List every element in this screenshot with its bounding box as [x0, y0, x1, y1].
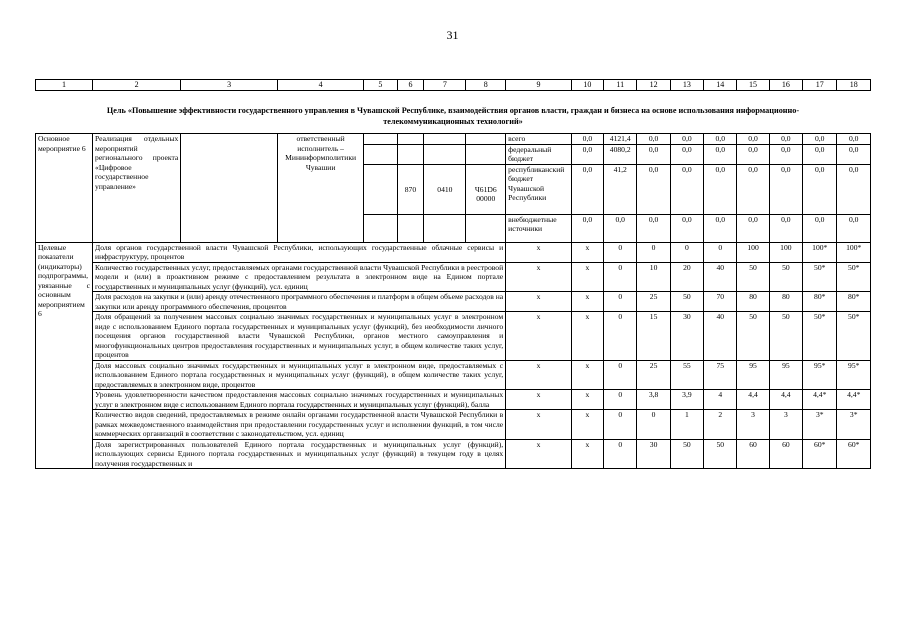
indicator-value: 80* [803, 292, 837, 312]
indicator-value: 25 [637, 360, 670, 390]
indicator-value: 3,8 [637, 390, 670, 410]
empty-cell [424, 134, 466, 145]
indicator-row [36, 390, 871, 410]
column-number: 10 [571, 80, 603, 91]
indicator-value: x [571, 360, 603, 390]
indicator-value: 50 [670, 292, 703, 312]
column-number: 16 [769, 80, 802, 91]
goal-row [36, 91, 871, 134]
funding-value: 0,0 [769, 134, 802, 145]
indicator-name: Количество государственных услуг, предоставляемых органами государственной власти Чувашской Республики в реестровой модели и (или) в проактивном режиме с предоставлением результата в электронном виде на Едином портале государственных и муниципальных услуг (функций), усл. единиц [93, 262, 506, 292]
indicator-value: 1 [670, 410, 703, 440]
indicator-value: x [571, 262, 603, 292]
indicator-value: 3 [737, 410, 769, 440]
funding-value: 0,0 [837, 164, 871, 214]
indicator-value: 40 [704, 262, 737, 292]
indicator-value: 3,9 [670, 390, 703, 410]
indicator-value: x [506, 390, 572, 410]
funding-value: 0,0 [670, 164, 703, 214]
indicator-value: x [506, 410, 572, 440]
indicator-row [36, 292, 871, 312]
empty-cell [424, 144, 466, 164]
indicator-value: x [571, 292, 603, 312]
column-number: 4 [278, 80, 364, 91]
funding-value: 0,0 [637, 214, 670, 242]
funding-row [36, 134, 871, 145]
indicator-value: 0 [604, 262, 637, 292]
indicator-value: 50 [737, 262, 769, 292]
indicator-row [36, 410, 871, 440]
indicator-value: 60* [837, 439, 871, 469]
indicator-value: 50 [670, 439, 703, 469]
indicator-value: x [506, 262, 572, 292]
funding-value: 0,0 [571, 164, 603, 214]
funding-source: федеральный бюджет [506, 144, 572, 164]
column-number: 1 [36, 80, 93, 91]
empty-cell [466, 144, 506, 164]
indicator-value: 100* [837, 242, 871, 262]
funding-value: 0,0 [769, 214, 802, 242]
empty-cell [466, 134, 506, 145]
indicator-value: 0 [604, 242, 637, 262]
indicator-name: Количество видов сведений, предоставляемых в режиме онлайн органами государственной власти Чувашской Республики в рамках межведомственного взаимодействия при предоставлении государственных услуг и исполнении функций, в том числе коммерческих организаций в соответствии с законодательством, усл. единиц [93, 410, 506, 440]
indicator-row [36, 242, 871, 262]
indicator-value: 4,4* [803, 390, 837, 410]
indicator-value: x [506, 242, 572, 262]
indicator-value: 95* [837, 360, 871, 390]
column-number: 18 [837, 80, 871, 91]
column-number: 15 [737, 80, 769, 91]
indicator-value: x [571, 390, 603, 410]
indicator-name: Доля зарегистрированных пользователей Единого портала государственных и муниципальных услуг (функций), использующих сервисы Единого портала государственных и муниципальных услуг (функций) в текущем году в целях получения государственных и [93, 439, 506, 469]
funding-value: 0,0 [737, 214, 769, 242]
main-event-name: Реализация отдельных мероприятий регионального проекта «Цифровое государственное управление» [93, 134, 181, 243]
funding-value: 0,0 [604, 214, 637, 242]
indicator-value: 50* [837, 312, 871, 361]
funding-value: 0,0 [637, 134, 670, 145]
empty-cell [364, 144, 397, 164]
indicator-row [36, 360, 871, 390]
column-number: 2 [93, 80, 181, 91]
empty-cell [397, 214, 424, 242]
indicator-value: 75 [704, 360, 737, 390]
indicator-name: Доля органов государственной власти Чувашской Республики, использующих государственные облачные сервисы и инфраструктуру, процентов [93, 242, 506, 262]
funding-value: 0,0 [837, 134, 871, 145]
indicator-value: 0 [704, 242, 737, 262]
empty-cell [466, 214, 506, 242]
main-event-label: Основное мероприятие 6 [36, 134, 93, 243]
funding-value: 0,0 [769, 164, 802, 214]
funding-value: 0,0 [704, 144, 737, 164]
indicator-value: 100* [803, 242, 837, 262]
funding-value: 0,0 [637, 164, 670, 214]
indicator-value: 3* [803, 410, 837, 440]
funding-value: 0,0 [670, 134, 703, 145]
code-rz: 0410 [424, 164, 466, 214]
empty-cell [397, 144, 424, 164]
funding-value: 0,0 [803, 164, 837, 214]
indicator-value: 95 [769, 360, 802, 390]
empty-cell [181, 134, 278, 243]
indicator-value: 30 [637, 439, 670, 469]
funding-value: 0,0 [837, 144, 871, 164]
indicator-value: 50* [803, 262, 837, 292]
column-number: 5 [364, 80, 397, 91]
indicator-value: 0 [604, 360, 637, 390]
indicator-value: 60 [737, 439, 769, 469]
indicator-value: 4 [704, 390, 737, 410]
funding-value: 0,0 [803, 214, 837, 242]
funding-value: 0,0 [571, 144, 603, 164]
indicator-value: x [571, 242, 603, 262]
funding-value: 0,0 [837, 214, 871, 242]
funding-source: внебюджетные источники [506, 214, 572, 242]
funding-value: 0,0 [571, 134, 603, 145]
indicator-value: 0 [604, 439, 637, 469]
indicator-value: 4,4 [737, 390, 769, 410]
funding-value: 0,0 [704, 134, 737, 145]
indicator-value: 60 [769, 439, 802, 469]
indicator-name: Доля массовых социально значимых государственных и муниципальных услуг в электронном виде, предоставляемых с использованием Единого портала государственных и муниципальных услуг (функций), в общем количестве таких услуг, предоставляемых в электронном виде, процентов [93, 360, 506, 390]
column-number: 7 [424, 80, 466, 91]
indicator-value: 0 [670, 242, 703, 262]
funding-value: 41,2 [604, 164, 637, 214]
indicator-value: 50* [803, 312, 837, 361]
indicator-value: x [571, 439, 603, 469]
targets-label: Целевые показатели (индикаторы) подпрограммы, увязанные с основным мероприятием 6 [36, 242, 93, 469]
funding-source: всего [506, 134, 572, 145]
indicator-value: 50* [837, 262, 871, 292]
indicator-row [36, 312, 871, 361]
empty-cell [364, 214, 397, 242]
indicator-row [36, 262, 871, 292]
main-event-executor: ответственный исполнитель – Мининформполитики Чувашии [278, 134, 364, 243]
funding-value: 0,0 [637, 144, 670, 164]
indicator-value: x [506, 360, 572, 390]
funding-value: 0,0 [769, 144, 802, 164]
column-number: 17 [803, 80, 837, 91]
column-number: 6 [397, 80, 424, 91]
indicator-value: 80* [837, 292, 871, 312]
indicator-value: 4,4 [769, 390, 802, 410]
code-csr: Ч61D6 00000 [466, 164, 506, 214]
indicator-value: x [571, 410, 603, 440]
indicator-value: 15 [637, 312, 670, 361]
indicator-value: 95* [803, 360, 837, 390]
indicator-value: 3* [837, 410, 871, 440]
indicator-name: Доля обращений за получением массовых социально значимых государственных и муниципальных услуг в электронном виде с использованием Единого портала государственных и муниципальных услуг (функций), без необходимости личного посещения органов государственной власти Чувашской Республики, органов местного самоуправления и многофункциональных центров предоставления государственных и муниципальных услуг, в общем количестве таких услуг, процентов [93, 312, 506, 361]
indicator-value: 10 [637, 262, 670, 292]
indicator-value: 55 [670, 360, 703, 390]
funding-value: 0,0 [737, 134, 769, 145]
column-number: 9 [506, 80, 572, 91]
indicator-value: 80 [737, 292, 769, 312]
program-table [35, 79, 871, 469]
empty-cell [424, 214, 466, 242]
indicator-value: 70 [704, 292, 737, 312]
indicator-value: 0 [604, 312, 637, 361]
indicator-value: 50 [737, 312, 769, 361]
funding-value: 4121,4 [604, 134, 637, 145]
funding-value: 0,0 [704, 164, 737, 214]
indicator-value: 95 [737, 360, 769, 390]
indicator-value: x [506, 439, 572, 469]
column-number: 12 [637, 80, 670, 91]
indicator-value: x [571, 312, 603, 361]
indicator-value: 50 [769, 312, 802, 361]
empty-cell [397, 134, 424, 145]
funding-value: 4080,2 [604, 144, 637, 164]
indicator-value: 60* [803, 439, 837, 469]
indicator-value: 0 [604, 410, 637, 440]
indicator-value: 3 [769, 410, 802, 440]
funding-source: республиканский бюджет Чувашской Республики [506, 164, 572, 214]
indicator-value: 50 [769, 262, 802, 292]
goal-text: Цель «Повышение эффективности государственного управления в Чувашской Республике, взаимодействия органов власти, граждан и бизнеса на основе использования информационно-телекоммуникационных технологий» [36, 91, 871, 134]
indicator-value: 0 [604, 292, 637, 312]
column-number: 3 [181, 80, 278, 91]
column-number: 13 [670, 80, 703, 91]
indicator-value: 20 [670, 262, 703, 292]
indicator-value: 30 [670, 312, 703, 361]
indicator-value: 50 [704, 439, 737, 469]
indicator-name: Доля расходов на закупки и (или) аренду отечественного программного обеспечения и платформ в общем объеме расходов на закупки или аренду программного обеспечения, процентов [93, 292, 506, 312]
indicator-row [36, 439, 871, 469]
funding-value: 0,0 [704, 214, 737, 242]
code-grbs: 870 [397, 164, 424, 214]
indicator-value: 0 [637, 242, 670, 262]
funding-value: 0,0 [571, 214, 603, 242]
indicator-value: 0 [637, 410, 670, 440]
indicator-value: 80 [769, 292, 802, 312]
column-number: 14 [704, 80, 737, 91]
funding-value: 0,0 [737, 144, 769, 164]
indicator-value: 25 [637, 292, 670, 312]
column-number: 8 [466, 80, 506, 91]
page-number: 31 [446, 28, 459, 42]
indicator-value: 2 [704, 410, 737, 440]
funding-value: 0,0 [803, 134, 837, 145]
indicator-value: 40 [704, 312, 737, 361]
empty-cell [364, 134, 397, 145]
column-number: 11 [604, 80, 637, 91]
indicator-value: x [506, 292, 572, 312]
indicator-value: 4,4* [837, 390, 871, 410]
funding-value: 0,0 [737, 164, 769, 214]
empty-cell [364, 164, 397, 214]
indicator-value: 100 [737, 242, 769, 262]
funding-value: 0,0 [670, 144, 703, 164]
indicator-value: 0 [604, 390, 637, 410]
column-numbers-row [36, 80, 871, 91]
indicator-value: 100 [769, 242, 802, 262]
funding-value: 0,0 [803, 144, 837, 164]
indicator-value: x [506, 312, 572, 361]
indicator-name: Уровень удовлетворенности качеством предоставления массовых социально значимых государственных и муниципальных услуг в электронном виде с использованием Единого портала государственных и муниципальных услуг (функций), балла [93, 390, 506, 410]
funding-value: 0,0 [670, 214, 703, 242]
